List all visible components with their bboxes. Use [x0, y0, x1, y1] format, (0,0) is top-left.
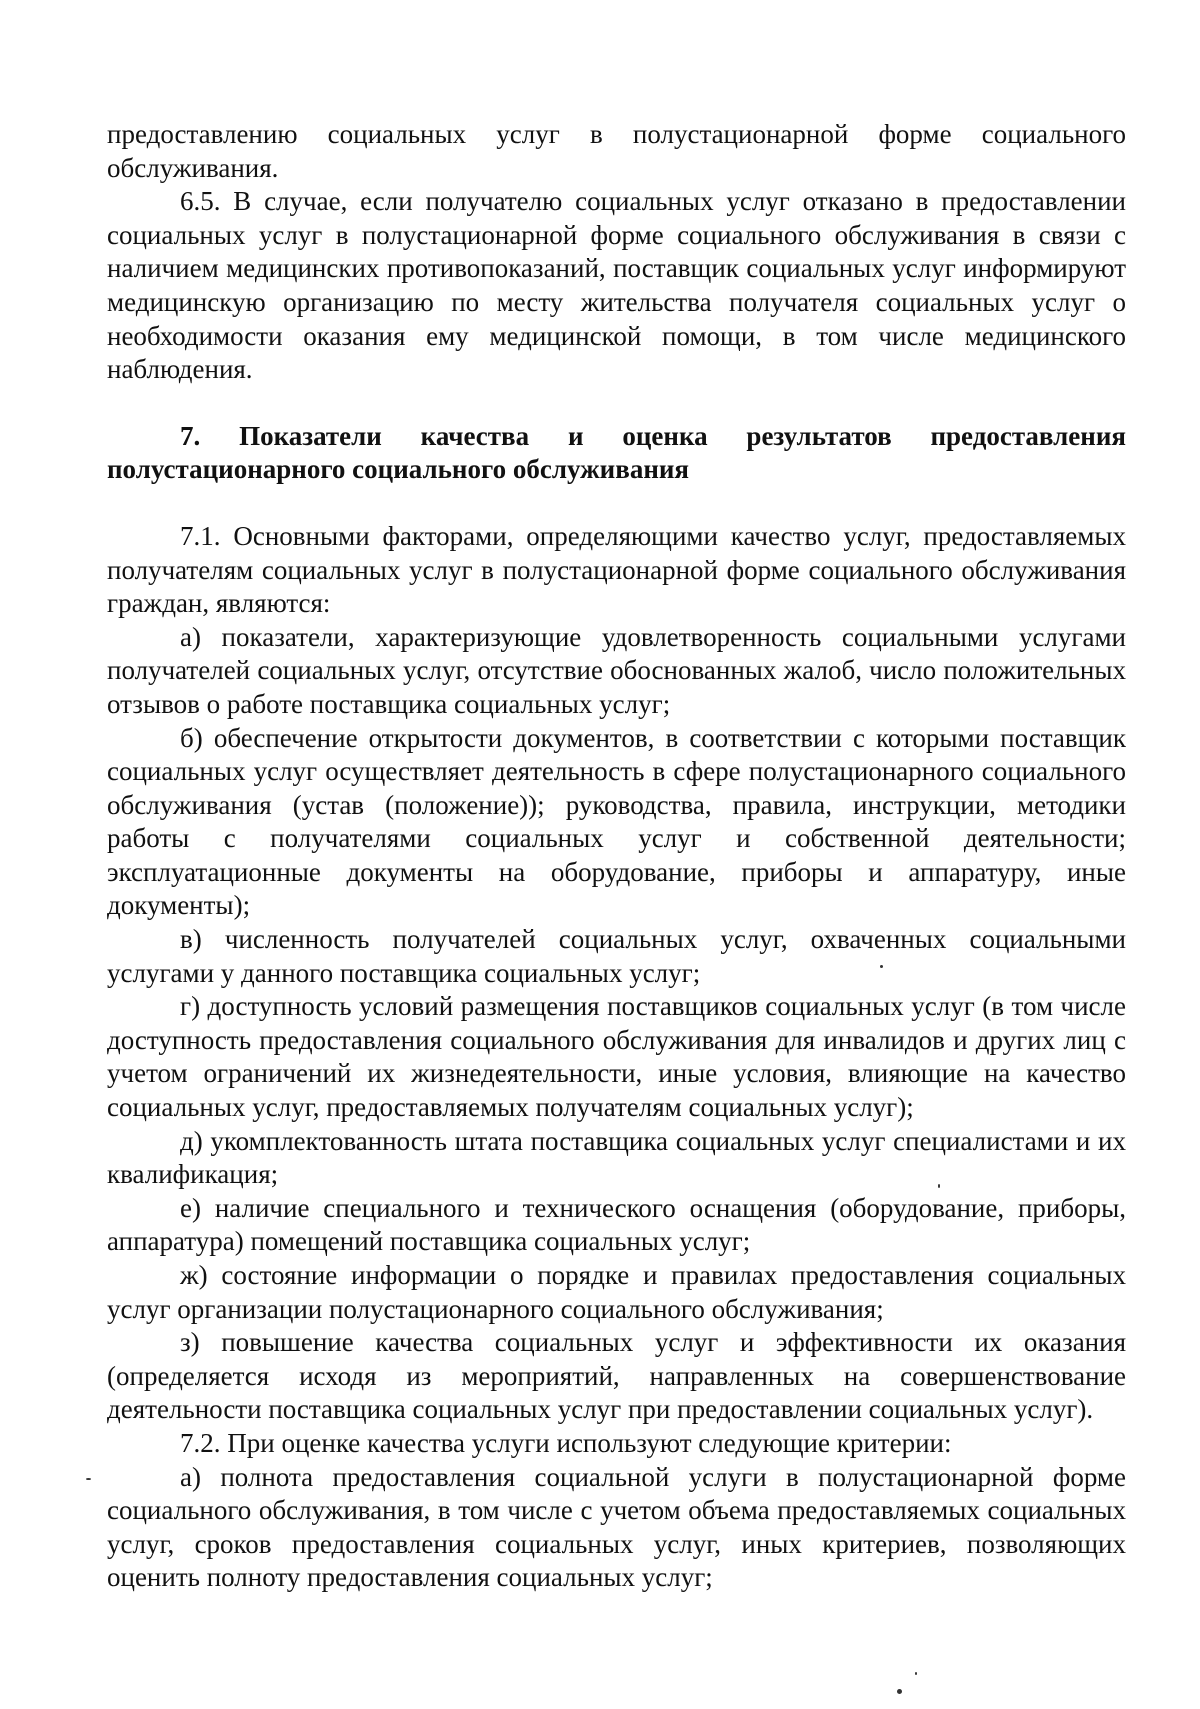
document-body	[107, 118, 1126, 1595]
scan-speck	[86, 1478, 91, 1480]
list-item-g: г) доступность условий размещения поставщиков социальных услуг (в том числе доступность предоставления социального обслуживания для инвалидов и других лиц с учетом ограничений их жизнедеятельности, иные условия, влияющие на качество социальных услуг, предоставляемых получателям социальных услуг);	[107, 991, 1126, 1123]
list-item-d: д) укомплектованность штата поставщика социальных услуг специалистами и их квалификация;	[107, 1125, 1126, 1190]
scan-speck	[938, 1184, 940, 1188]
section-heading-7: 7. Показатели качества и оценка результатов предоставления полустационарного социального обслуживания	[107, 420, 1126, 485]
scan-speck	[880, 965, 883, 968]
paragraph-7-1: 7.1. Основными факторами, определяющими качество услуг, предоставляемых получателям социальных услуг в полустационарной форме социального обслуживания граждан, являются:	[107, 520, 1126, 619]
list-item-e: е) наличие специального и технического оснащения (оборудование, приборы, аппаратура) помещений поставщика социальных услуг;	[107, 1192, 1126, 1257]
list-item-v: в) численность получателей социальных услуг, охваченных социальными услугами у данного поставщика социальных услуг;	[107, 924, 1126, 988]
list-item-z: з) повышение качества социальных услуг и эффективности их оказания (определяется исходя из мероприятий, направленных на совершенствование деятельности поставщика социальных услуг при предоставлении социальных услуг).	[107, 1327, 1126, 1425]
paragraph-continuation: предоставлению социальных услуг в полустационарной форме социального обслуживания.	[107, 119, 1126, 183]
scan-speck	[897, 1689, 902, 1694]
list-item-zh: ж) состояние информации о порядке и правилах предоставления социальных услуг организации полустационарного социального обслуживания;	[107, 1260, 1126, 1324]
criteria-item-a: а) полнота предоставления социальной услуги в полустационарной форме социального обслуживания, в том числе с учетом объема предоставляемых социальных услуг, сроков предоставления социальных услуг, иных критериев, позволяющих оценить полноту предоставления социальных услуг;	[107, 1461, 1126, 1593]
scan-speck	[915, 1672, 917, 1675]
paragraph-7-2: 7.2. При оценке качества услуги используют следующие критерии:	[180, 1427, 952, 1458]
list-item-b: б) обеспечение открытости документов, в соответствии с которыми поставщик социальных услуг осуществляет деятельность в сфере полустационарного социального обслуживания (устав (положение)); руководства, правила, инструкции, методики работы с получателями социальных услуг и собственной деятельности; эксплуатационные документы на оборудование, приборы и аппаратуру, иные документы);	[107, 722, 1126, 921]
list-item-a: а) показатели, характеризующие удовлетворенность социальными услугами получателей социальных услуг, отсутствие обоснованных жалоб, число положительных отзывов о работе поставщика социальных услуг;	[107, 621, 1126, 719]
paragraph-6-5: 6.5. В случае, если получателю социальных услуг отказано в предоставлении социальных услуг в полустационарной форме социального обслуживания в связи с наличием медицинских противопоказаний, поставщик социальных услуг информируют медицинскую организацию по месту жительства получателя социальных услуг о необходимости оказания ему медицинской помощи, в том числе медицинского наблюдения.	[107, 186, 1126, 385]
